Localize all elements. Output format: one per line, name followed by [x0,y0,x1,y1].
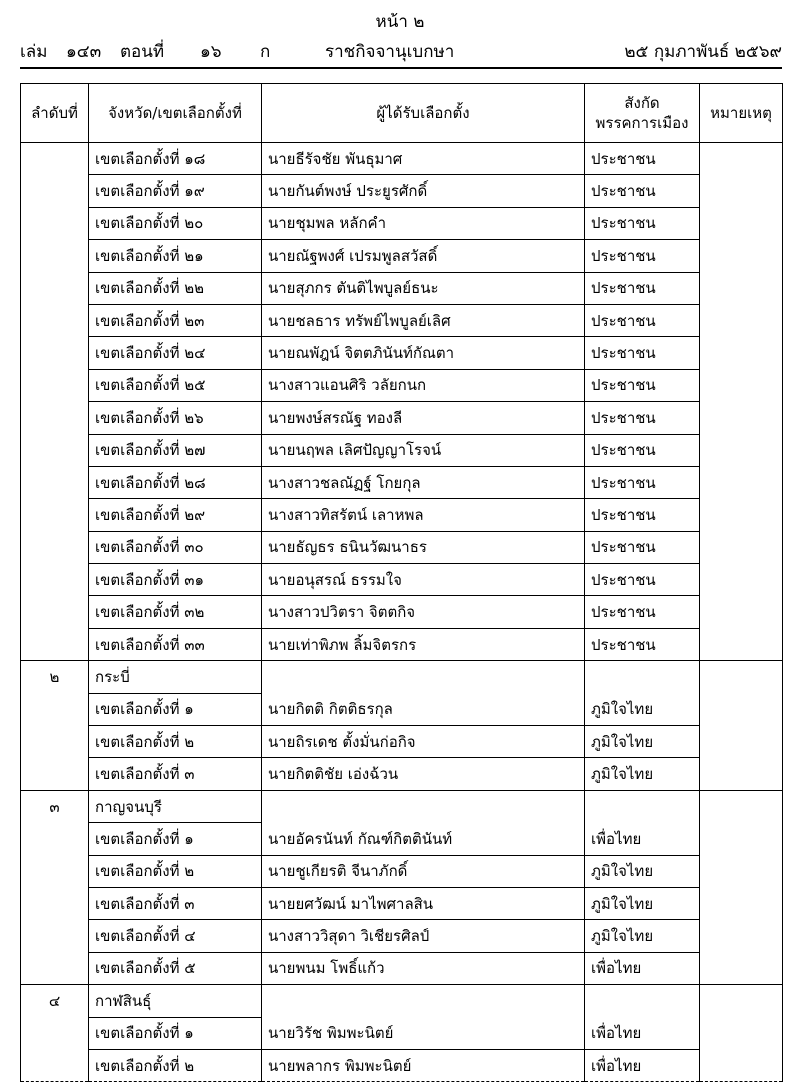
party-cell: ประชาชน [585,499,700,531]
province-row [21,985,783,1017]
table-row [21,564,783,596]
candidate-name-cell [262,985,585,1017]
candidate-name-cell [262,661,585,693]
header-rule [20,67,782,69]
candidate-name-cell: นางสาววิสุดา วิเชียรศิลป์ [262,920,585,952]
note-cell [700,887,783,919]
note-cell [700,337,783,369]
note-cell [700,952,783,984]
note-cell [700,466,783,498]
order-cell [21,855,89,887]
order-cell [21,369,89,401]
note-cell [700,207,783,239]
order-cell: ๒ [21,661,89,693]
order-cell [21,564,89,596]
party-cell: ประชาชน [585,564,700,596]
table-row [21,369,783,401]
party-cell: ประชาชน [585,434,700,466]
order-cell [21,402,89,434]
note-cell [700,1049,783,1081]
party-cell: ประชาชน [585,143,700,175]
party-cell: ประชาชน [585,304,700,336]
candidate-name-cell: นายชูเกียรติ จีนาภักดิ์ [262,855,585,887]
note-cell [700,693,783,725]
party-cell: ประชาชน [585,402,700,434]
order-cell [21,337,89,369]
district-cell: เขตเลือกตั้งที่ ๒๔ [89,337,262,369]
order-cell [21,952,89,984]
candidate-name-cell: นายชุมพล หลักคำ [262,207,585,239]
district-cell: เขตเลือกตั้งที่ ๔ [89,920,262,952]
note-cell [700,531,783,563]
note-cell [700,855,783,887]
table-row [21,758,783,790]
order-cell [21,823,89,855]
col-header-party-line2: พรรคการเมือง [595,114,689,132]
district-cell: เขตเลือกตั้งที่ ๓๒ [89,596,262,628]
order-cell [21,920,89,952]
publication-title: ราชกิจจานุเบกษา [325,42,455,62]
order-cell [21,758,89,790]
order-cell [21,628,89,660]
volume-number: ๑๔๓ [66,42,102,62]
candidate-name-cell: นายชลธาร ทรัพย์ไพบูลย์เลิศ [262,304,585,336]
note-cell [700,272,783,304]
party-cell: ประชาชน [585,628,700,660]
candidate-name-cell: นายอนุสรณ์ ธรรมใจ [262,564,585,596]
province-name-cell: กาญจนบุรี [89,790,262,822]
table-row [21,823,783,855]
district-cell: เขตเลือกตั้งที่ ๒ [89,855,262,887]
order-cell: ๓ [21,790,89,822]
order-cell [21,596,89,628]
order-cell [21,207,89,239]
note-cell [700,143,783,175]
district-cell: เขตเลือกตั้งที่ ๒๖ [89,402,262,434]
note-cell [700,240,783,272]
district-cell: เขตเลือกตั้งที่ ๒๑ [89,240,262,272]
order-cell [21,1017,89,1049]
order-cell [21,887,89,919]
candidate-name-cell: นายวิรัช พิมพะนิตย์ [262,1017,585,1049]
note-cell [700,304,783,336]
district-cell: เขตเลือกตั้งที่ ๒๒ [89,272,262,304]
note-cell [700,920,783,952]
district-cell: เขตเลือกตั้งที่ ๒๙ [89,499,262,531]
district-cell: เขตเลือกตั้งที่ ๒๓ [89,304,262,336]
table-row [21,952,783,984]
section-subsection: ก [260,42,271,62]
candidate-name-cell: นายเท่าพิภพ ลิ้มจิตรกร [262,628,585,660]
election-results-table [20,83,783,1082]
province-row [21,661,783,693]
table-row [21,304,783,336]
table-row [21,887,783,919]
order-cell [21,304,89,336]
page-number: หน้า ๒ [375,12,425,32]
note-cell [700,985,783,1017]
district-cell: เขตเลือกตั้งที่ ๑๘ [89,143,262,175]
order-cell [21,143,89,175]
candidate-name-cell: นายสุภกร ตันติไพบูลย์ธนะ [262,272,585,304]
district-cell: เขตเลือกตั้งที่ ๒ [89,1049,262,1081]
order-cell [21,531,89,563]
candidate-name-cell [262,790,585,822]
note-cell [700,758,783,790]
candidate-name-cell: นายกิตติ กิตติธรกุล [262,693,585,725]
candidate-name-cell: นายธีรัจชัย พันธุมาศ [262,143,585,175]
table-row [21,726,783,758]
district-cell: เขตเลือกตั้งที่ ๒๐ [89,207,262,239]
district-cell: เขตเลือกตั้งที่ ๑ [89,823,262,855]
order-cell [21,693,89,725]
party-cell: ประชาชน [585,596,700,628]
party-cell: ประชาชน [585,240,700,272]
note-cell [700,628,783,660]
note-cell [700,790,783,822]
district-cell: เขตเลือกตั้งที่ ๒ [89,726,262,758]
table-body [21,143,783,1082]
candidate-name-cell: นายกิตติชัย เอ่งฉ้วน [262,758,585,790]
party-cell: เพื่อไทย [585,1017,700,1049]
section-label: ตอนที่ [120,42,165,62]
candidate-name-cell: นางสาวแอนศิริ วลัยกนก [262,369,585,401]
col-header-party [585,84,700,143]
candidate-name-cell: นายพงษ์สรณัฐ ทองลี [262,402,585,434]
gazette-header [20,38,782,62]
district-cell: เขตเลือกตั้งที่ ๓ [89,887,262,919]
table-row [21,272,783,304]
party-cell: ประชาชน [585,337,700,369]
section-number: ๑๖ [200,42,222,62]
district-cell: เขตเลือกตั้งที่ ๒๘ [89,466,262,498]
order-cell [21,466,89,498]
table-row [21,143,783,175]
table-row [21,693,783,725]
col-header-candidate: ผู้ได้รับเลือกตั้ง [262,84,585,143]
candidate-name-cell: นายพลากร พิมพะนิตย์ [262,1049,585,1081]
order-cell [21,240,89,272]
table-row [21,175,783,207]
candidate-name-cell: นายพนม โพธิ์แก้ว [262,952,585,984]
party-cell [585,790,700,822]
table-row [21,628,783,660]
party-cell: เพื่อไทย [585,952,700,984]
candidate-name-cell: นายถิรเดช ตั้งมั่นก่อกิจ [262,726,585,758]
table-row [21,402,783,434]
district-cell: เขตเลือกตั้งที่ ๓๐ [89,531,262,563]
district-cell: เขตเลือกตั้งที่ ๕ [89,952,262,984]
note-cell [700,434,783,466]
table-row [21,466,783,498]
district-cell: เขตเลือกตั้งที่ ๑๙ [89,175,262,207]
col-header-party-line1: สังกัด [624,94,660,112]
candidate-name-cell: นายยศวัฒน์ มาไพศาลสิน [262,887,585,919]
table-row [21,240,783,272]
table-row [21,337,783,369]
district-cell: เขตเลือกตั้งที่ ๑ [89,693,262,725]
candidate-name-cell: นายธัญธร ธนินวัฒนาธร [262,531,585,563]
order-cell [21,1049,89,1081]
party-cell: ประชาชน [585,531,700,563]
col-header-order: ลำดับที่ [21,84,89,143]
party-cell: ประชาชน [585,272,700,304]
candidate-name-cell: นางสาวชลณัฏฐ์ โกยกุล [262,466,585,498]
party-cell: ภูมิใจไทย [585,726,700,758]
table-row [21,920,783,952]
candidate-name-cell: นางสาวทิสรัตน์ เลาหพล [262,499,585,531]
district-cell: เขตเลือกตั้งที่ ๓ [89,758,262,790]
note-cell [700,564,783,596]
party-cell [585,661,700,693]
table-row [21,596,783,628]
candidate-name-cell: นายณัฐพงศ์ เปรมพูลสวัสดิ์ [262,240,585,272]
candidate-name-cell: นายอัครนันท์ กัณฑ์กิตตินันท์ [262,823,585,855]
note-cell [700,402,783,434]
district-cell: เขตเลือกตั้งที่ ๑ [89,1017,262,1049]
order-cell [21,175,89,207]
party-cell: ประชาชน [585,175,700,207]
table-row [21,531,783,563]
district-cell: เขตเลือกตั้งที่ ๓๑ [89,564,262,596]
table-row [21,1049,783,1081]
province-name-cell: กระบี่ [89,661,262,693]
publication-date: ๒๕ กุมภาพันธ์ ๒๕๖๙ [624,42,782,62]
col-header-district: จังหวัด/เขตเลือกตั้งที่ [89,84,262,143]
party-cell: ประชาชน [585,466,700,498]
party-cell: ภูมิใจไทย [585,855,700,887]
candidate-name-cell: นางสาวปวิตรา จิตตกิจ [262,596,585,628]
order-cell [21,726,89,758]
table-row [21,855,783,887]
party-cell: ภูมิใจไทย [585,920,700,952]
note-cell [700,661,783,693]
party-cell [585,985,700,1017]
note-cell [700,499,783,531]
table-row [21,499,783,531]
table-row [21,434,783,466]
note-cell [700,1017,783,1049]
note-cell [700,823,783,855]
district-cell: เขตเลือกตั้งที่ ๓๓ [89,628,262,660]
order-cell [21,272,89,304]
district-cell: เขตเลือกตั้งที่ ๒๕ [89,369,262,401]
note-cell [700,175,783,207]
district-cell: เขตเลือกตั้งที่ ๒๗ [89,434,262,466]
table-row [21,207,783,239]
party-cell: ประชาชน [585,207,700,239]
note-cell [700,369,783,401]
col-header-note: หมายเหตุ [700,84,783,143]
candidate-name-cell: นายนฤพล เลิศปัญญาโรจน์ [262,434,585,466]
party-cell: ภูมิใจไทย [585,758,700,790]
party-cell: เพื่อไทย [585,1049,700,1081]
party-cell: ภูมิใจไทย [585,887,700,919]
candidate-name-cell: นายณพัฎน์ จิตตภินันท์กัณตา [262,337,585,369]
order-cell: ๔ [21,985,89,1017]
party-cell: ประชาชน [585,369,700,401]
order-cell [21,499,89,531]
province-name-cell: กาฬสินธุ์ [89,985,262,1017]
province-row [21,790,783,822]
party-cell: ภูมิใจไทย [585,693,700,725]
party-cell: เพื่อไทย [585,823,700,855]
note-cell [700,596,783,628]
volume-label: เล่ม [20,42,48,62]
note-cell [700,726,783,758]
table-header-row [21,84,783,143]
table-row [21,1017,783,1049]
candidate-name-cell: นายกันต์พงษ์ ประยูรศักดิ์ [262,175,585,207]
order-cell [21,434,89,466]
